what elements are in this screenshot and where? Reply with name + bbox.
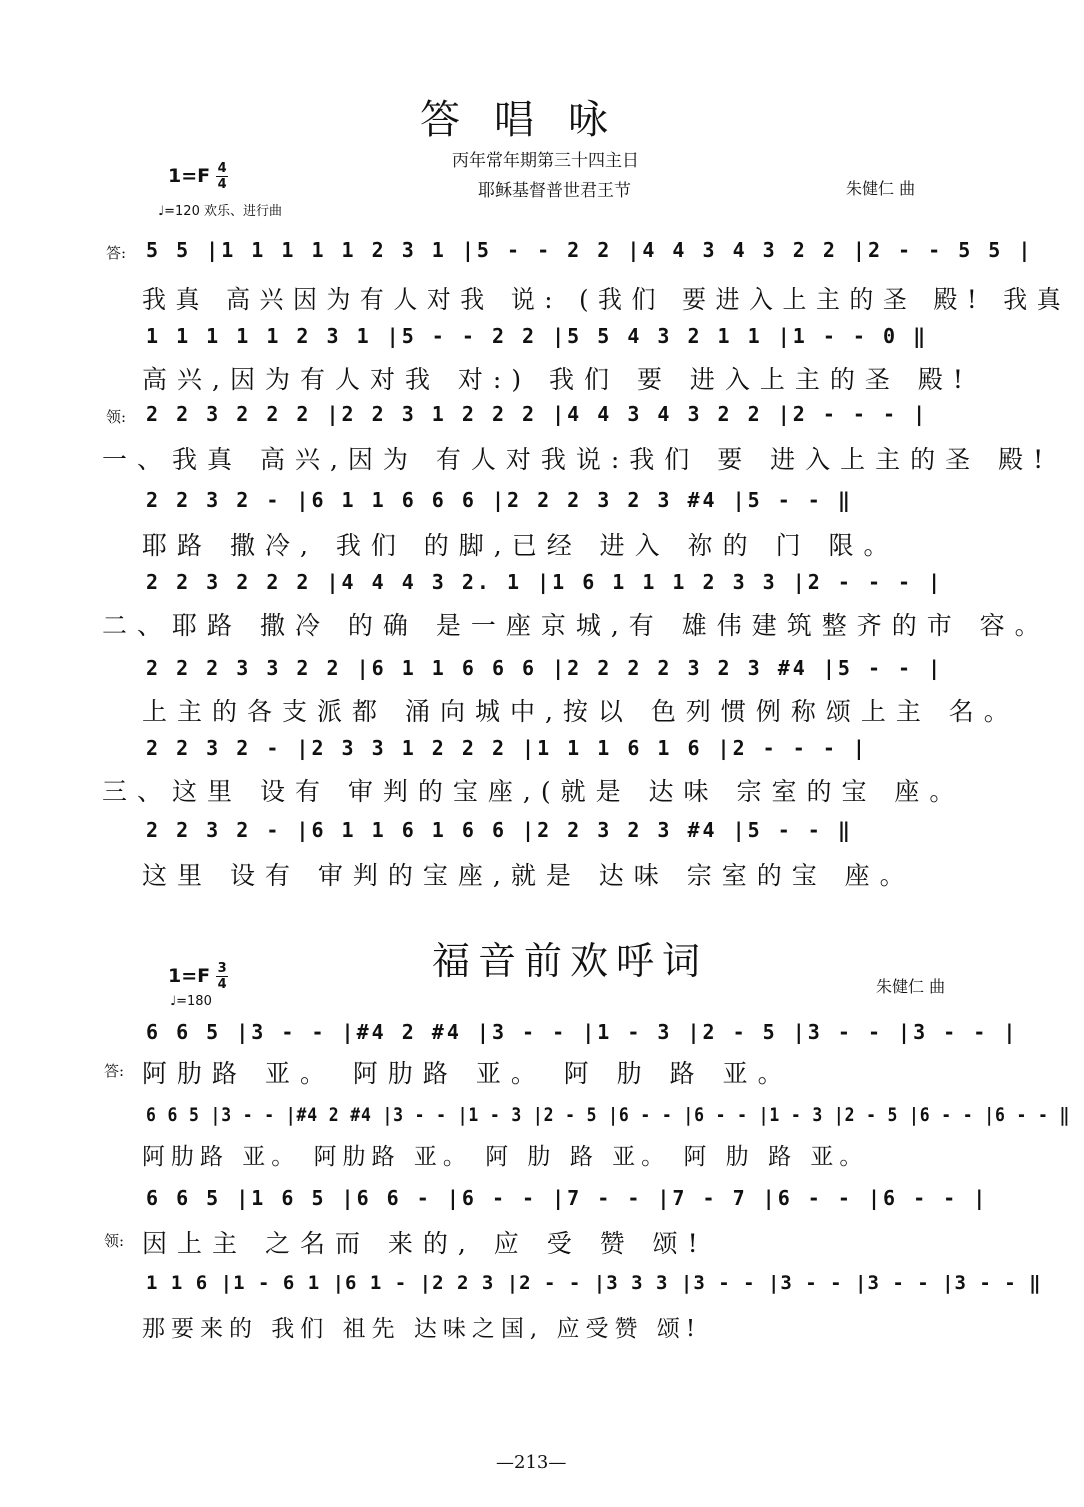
song2-lyric-line-1: 阿肋路 亚。 阿肋路 亚。 阿 肋 路 亚。 bbox=[142, 1059, 793, 1088]
song2-lyric-line-2: 阿肋路 亚。 阿肋路 亚。 阿 肋 路 亚。 阿 肋 路 亚。 bbox=[142, 1144, 869, 1170]
song1-lyric-line-2: 高兴,因为有人对我 对:) 我们 要 进入上主的圣 殿! bbox=[142, 365, 973, 394]
song1-subtitle-1: 丙年常年期第三十四主日 bbox=[452, 151, 639, 171]
song1-time-top: 4 bbox=[217, 161, 227, 176]
song1-lyric-line-1: 我真 高兴因为有人对我 说: (我们 要进入上主的圣 殿! 我真 bbox=[142, 285, 1071, 314]
song1-lyric-line-3: 一、我真 高兴,因为 有人对我说:我们 要 进入上主的圣 殿! bbox=[102, 445, 1054, 474]
song2-notes-line-4: 1 1 6 |1 - 6 1 |6 1 - |2 2 3 |2 - - |3 3 3 |3 - - |3 - - |3 - - |3 - - ‖ bbox=[146, 1272, 1042, 1294]
song1-notes-line-8: 2 2 3 2 - |6 1 1 6 1 6 6 |2 2 3 2 3 #4 |5 - - ‖ bbox=[146, 818, 853, 842]
song2-time-bottom: 4 bbox=[217, 977, 227, 992]
song2-role-leader: 领: bbox=[104, 1232, 125, 1250]
song1-notes-line-1: 5 5 |1 1 1 1 1 2 3 1 |5 - - 2 2 |4 4 3 4 3 2 2 |2 - - 5 5 | bbox=[146, 238, 1034, 262]
song2-title: 福音前欢呼词 bbox=[432, 939, 709, 983]
song2-time-signature bbox=[216, 962, 228, 991]
song1-composer: 朱健仁 曲 bbox=[846, 179, 916, 198]
song1-key: 1=F bbox=[168, 165, 211, 187]
song1-notes-line-2: 1 1 1 1 1 2 3 1 |5 - - 2 2 |5 5 4 3 2 1 1 |1 - - 0 ‖ bbox=[146, 324, 929, 348]
song2-time-top: 3 bbox=[217, 961, 227, 976]
song1-lyric-line-8: 这里 设有 审判的宝座,就是 达味 宗室的宝 座。 bbox=[142, 861, 915, 890]
song2-composer: 朱健仁 曲 bbox=[876, 977, 946, 996]
song1-subtitle-2: 耶稣基督普世君王节 bbox=[478, 181, 631, 201]
song1-lyric-line-6: 上主的各支派都 涌向城中,按以 色列惯例称颂上主 名。 bbox=[142, 697, 1019, 726]
song1-lyric-line-7: 三、这里 设有 审判的宝座,(就是 达味 宗室的宝 座。 bbox=[102, 777, 965, 806]
song1-lyric-line-4: 耶路 撒冷, 我们 的脚,已经 进入 祢的 门 限。 bbox=[142, 531, 899, 560]
song1-notes-line-5: 2 2 3 2 2 2 |4 4 4 3 2. 1 |1 6 1 1 1 2 3 3 |2 - - - | bbox=[146, 570, 944, 594]
song1-notes-line-7: 2 2 3 2 - |2 3 3 1 2 2 2 |1 1 1 6 1 6 |2 - - - | bbox=[146, 736, 868, 760]
song1-time-bottom: 4 bbox=[217, 177, 227, 192]
song2-notes-line-1: 6 6 5 |3 - - |#4 2 #4 |3 - - |1 - 3 |2 - 5 |3 - - |3 - - | bbox=[146, 1020, 1019, 1044]
song1-notes-line-4: 2 2 3 2 - |6 1 1 6 6 6 |2 2 2 3 2 3 #4 |5 - - ‖ bbox=[146, 488, 853, 512]
song2-key-signature bbox=[168, 962, 228, 991]
song1-tempo: ♩=120 欢乐、进行曲 bbox=[158, 204, 282, 219]
song2-notes-line-2: 6 6 5 |3 - - |#4 2 #4 |3 - - |1 - 3 |2 - 5 |6 - - |6 - - |1 - 3 |2 - 5 |6 - - |6 - - ‖ bbox=[146, 1104, 1071, 1126]
song2-tempo: ♩=180 bbox=[170, 994, 212, 1009]
song2-lyric-line-3: 因上主 之名而 来的, 应 受 赞 颂! bbox=[142, 1229, 708, 1258]
song1-notes-line-3: 2 2 3 2 2 2 |2 2 3 1 2 2 2 |4 4 3 4 3 2 2 |2 - - - | bbox=[146, 402, 929, 426]
song1-lyric-line-5: 二、耶路 撒冷 的确 是一座京城,有 雄伟建筑整齐的市 容。 bbox=[102, 611, 1050, 640]
song2-lyric-line-4: 那要来的 我们 祖先 达味之国, 应受赞 颂! bbox=[142, 1316, 702, 1342]
song2-role-response: 答: bbox=[104, 1062, 125, 1080]
song2-notes-line-3: 6 6 5 |1 6 5 |6 6 - |6 - - |7 - - |7 - 7 |6 - - |6 - - | bbox=[146, 1186, 989, 1210]
song1-time-signature bbox=[216, 162, 228, 191]
song1-key-signature bbox=[168, 162, 228, 191]
page-number: —213— bbox=[496, 1452, 567, 1473]
song1-role-leader: 领: bbox=[106, 408, 127, 426]
song1-role-response: 答: bbox=[106, 244, 127, 262]
song2-key: 1=F bbox=[168, 965, 211, 987]
song1-notes-line-6: 2 2 2 3 3 2 2 |6 1 1 6 6 6 |2 2 2 2 3 2 3 #4 |5 - - | bbox=[146, 656, 944, 680]
song1-title: 答唱咏 bbox=[420, 97, 642, 143]
